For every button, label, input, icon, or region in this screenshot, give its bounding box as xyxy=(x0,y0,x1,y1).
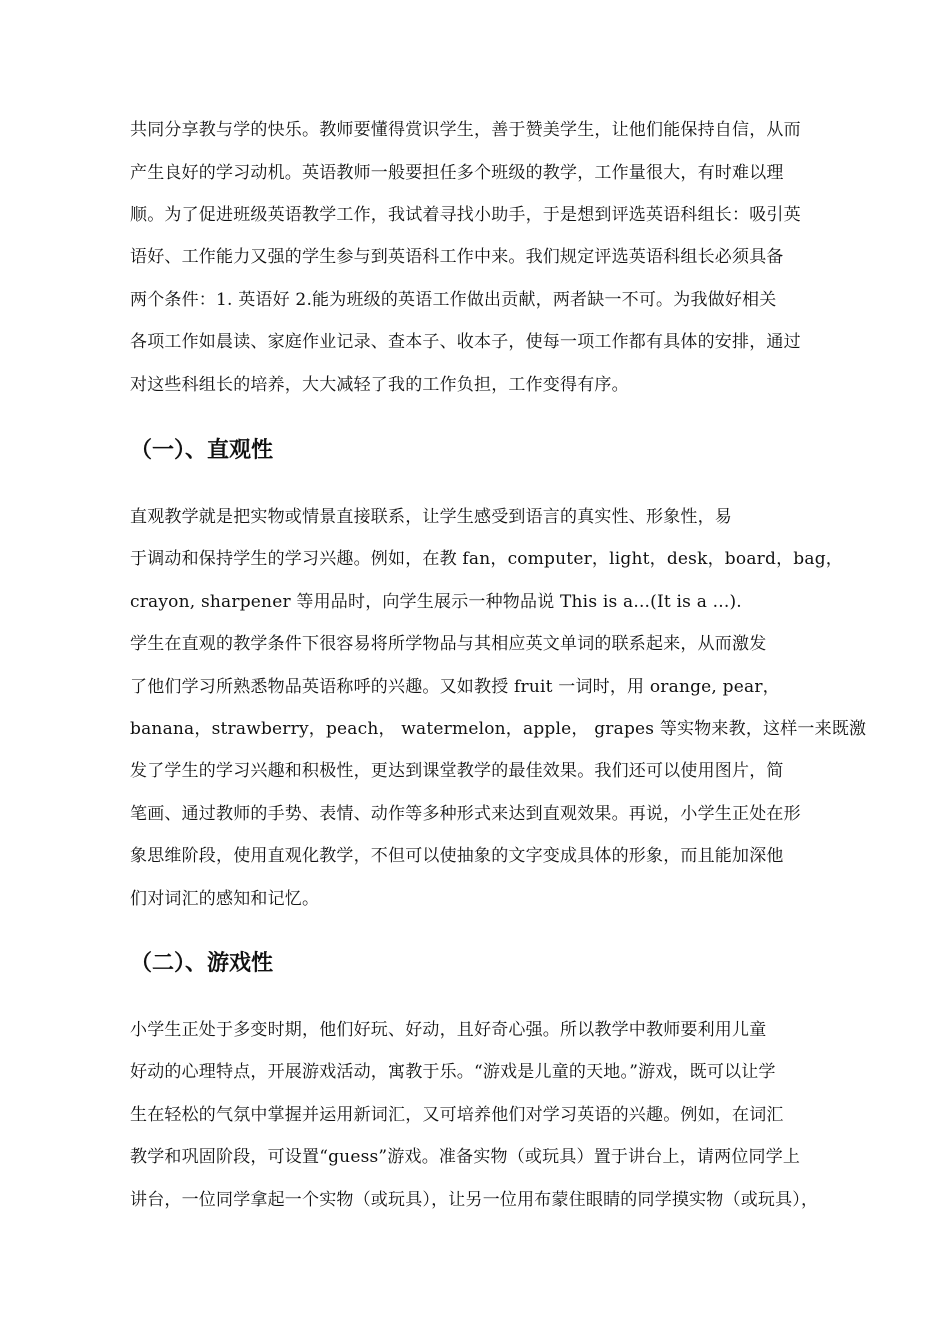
paragraph-line: 各项工作如晨读、家庭作业记录、查本子、收本子，使每一项工作都有具体的安排，通过 xyxy=(130,332,801,352)
paragraph-line: 笔画、通过教师的手势、表情、动作等多种形式来达到直观效果。再说，小学生正处在形 xyxy=(130,804,801,824)
paragraph-line: 顺。为了促进班级英语教学工作，我试着寻找小助手，于是想到评选英语科组长：吸引英 xyxy=(130,205,801,225)
paragraph-line: 两个条件：1. 英语好 2.能为班级的英语工作做出贡献，两者缺一不可。为我做好相关 xyxy=(130,290,777,310)
paragraph-line: 讲台，一位同学拿起一个实物（或玩具），让另一位用布蒙住眼睛的同学摸实物（或玩具）， xyxy=(130,1190,819,1210)
section-heading: （二）、游戏性 xyxy=(130,951,274,976)
paragraph-line: 直观教学就是把实物或情景直接联系，让学生感受到语言的真实性、形象性，易 xyxy=(130,507,732,527)
paragraph-line: 教学和巩固阶段，可设置“guess”游戏。准备实物（或玩具）置于讲台上，请两位同学上 xyxy=(130,1147,801,1167)
paragraph-line: 语好、工作能力又强的学生参与到英语科工作中来。我们规定评选英语科组长必须具备 xyxy=(130,247,784,267)
paragraph-line: 学生在直观的教学条件下很容易将所学物品与其相应英文单词的联系起来，从而激发 xyxy=(130,634,767,654)
paragraph-line: 象思维阶段，使用直观化教学，不但可以使抽象的文字变成具体的形象，而且能加深他 xyxy=(130,846,784,866)
section-heading: （一）、直观性 xyxy=(130,438,274,463)
paragraph-line: 于调动和保持学生的学习兴趣。例如，在教 fan，computer，light，desk，board，bag， xyxy=(130,549,843,569)
paragraph-line: 们对词汇的感知和记忆。 xyxy=(130,889,320,909)
paragraph-line: 产生良好的学习动机。英语教师一般要担任多个班级的教学，工作量很大，有时难以理 xyxy=(130,163,784,183)
paragraph-line: 好动的心理特点，开展游戏活动，寓教于乐。“游戏是儿童的天地。”游戏，既可以让学 xyxy=(130,1062,776,1082)
paragraph-line: banana，strawberry，peach， watermelon，apple， grapes 等实物来教，这样一来既激 xyxy=(130,719,867,739)
paragraph-line: 共同分享教与学的快乐。教师要懂得赏识学生，善于赞美学生，让他们能保持自信，从而 xyxy=(130,120,801,140)
paragraph-line: 发了学生的学习兴趣和积极性，更达到课堂教学的最佳效果。我们还可以使用图片，简 xyxy=(130,761,784,781)
paragraph-line: 生在轻松的气氛中掌握并运用新词汇，又可培养他们对学习英语的兴趣。例如，在词汇 xyxy=(130,1105,784,1125)
paragraph-line: 小学生正处于多变时期，他们好玩、好动，且好奇心强。所以教学中教师要利用儿童 xyxy=(130,1020,767,1040)
paragraph-line: 了他们学习所熟悉物品英语称呼的兴趣。又如教授 fruit 一词时，用 orange, pear， xyxy=(130,677,780,697)
paragraph-line: crayon, sharpener 等用品时，向学生展示一种物品说 This is a...(It is a ...). xyxy=(130,592,742,612)
paragraph-line: 对这些科组长的培养，大大减轻了我的工作负担，工作变得有序。 xyxy=(130,375,629,395)
